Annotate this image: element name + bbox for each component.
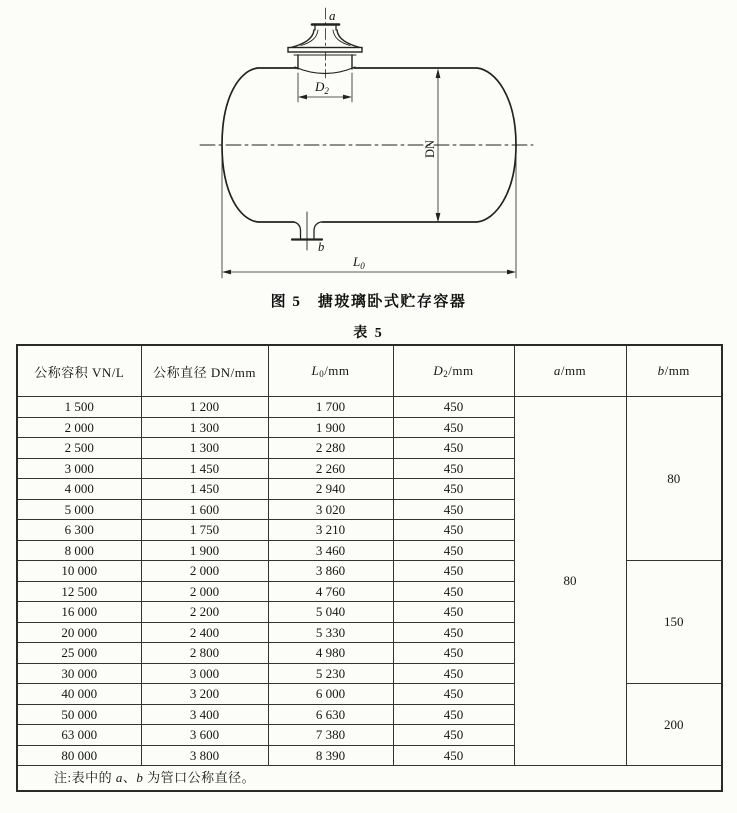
table-cell: 450	[393, 561, 514, 582]
table-cell: 3 460	[268, 540, 393, 561]
table-cell: 2 280	[268, 438, 393, 459]
manhole-flange	[288, 48, 362, 53]
table-cell: 1 450	[141, 458, 268, 479]
header-nominal-volume: 公称容积 VN/L	[17, 345, 141, 397]
table-cell: 2 400	[141, 622, 268, 643]
d2-arrow-left	[298, 95, 307, 100]
b-group-cell: 80	[626, 397, 722, 561]
table-cell: 3 000	[141, 663, 268, 684]
table-cell: 1 200	[141, 397, 268, 418]
table-cell: 1 500	[17, 397, 141, 418]
table-note: 注:表中的 a、b 为管口公称直径。	[17, 766, 722, 792]
dn-arrow-up	[436, 69, 441, 79]
table-cell: 3 210	[268, 520, 393, 541]
table-cell: 25 000	[17, 643, 141, 664]
table-cell: 450	[393, 602, 514, 623]
bottom-nozzle-profile	[294, 222, 321, 238]
table-cell: 40 000	[17, 684, 141, 705]
table-cell: 7 380	[268, 725, 393, 746]
table-cell: 3 800	[141, 745, 268, 766]
table-cell: 1 900	[141, 540, 268, 561]
table-cell: 1 450	[141, 479, 268, 500]
header-row	[17, 345, 722, 397]
table-cell: 450	[393, 438, 514, 459]
table-cell: 16 000	[17, 602, 141, 623]
d2-arrow-right	[343, 95, 352, 100]
table-cell: 450	[393, 397, 514, 418]
table-cell: 450	[393, 458, 514, 479]
table-cell: 5 000	[17, 499, 141, 520]
table-cell: 3 020	[268, 499, 393, 520]
header-nominal-diameter: 公称直径 DN/mm	[141, 345, 268, 397]
table-cell: 2 000	[141, 561, 268, 582]
dim-label-a: a	[329, 8, 336, 23]
table-cell: 6 300	[17, 520, 141, 541]
manhole-opening-arc	[295, 67, 355, 74]
table-body	[17, 397, 722, 766]
storage-vessel-figure	[0, 0, 737, 312]
table-cell: 3 400	[141, 704, 268, 725]
table-cell: 80 000	[17, 745, 141, 766]
table-cell: 450	[393, 643, 514, 664]
a-merged-cell: 80	[514, 397, 626, 766]
table-cell: 4 760	[268, 581, 393, 602]
dim-label-l0: $L_0$	[353, 254, 365, 271]
dim-label-d2: $D_2$	[315, 79, 329, 96]
b-group-cell: 200	[626, 684, 722, 766]
table-cell: 450	[393, 745, 514, 766]
table-cell: 2 800	[141, 643, 268, 664]
table-cell: 450	[393, 520, 514, 541]
table-cell: 3 860	[268, 561, 393, 582]
header-a: a/mm	[514, 345, 626, 397]
table-cell: 5 330	[268, 622, 393, 643]
table-cell: 10 000	[17, 561, 141, 582]
spec-table	[16, 344, 723, 792]
table-cell: 2 940	[268, 479, 393, 500]
table-cell: 450	[393, 499, 514, 520]
table-cell: 12 500	[17, 581, 141, 602]
table-cell: 2 000	[141, 581, 268, 602]
dim-label-dn: DN	[423, 139, 437, 158]
table-cell: 8 390	[268, 745, 393, 766]
table-cell: 450	[393, 540, 514, 561]
table-cell: 450	[393, 581, 514, 602]
table-cell: 6 630	[268, 704, 393, 725]
dn-arrow-down	[436, 213, 441, 223]
table-cell: 450	[393, 704, 514, 725]
header-d2: $D_2/mm$	[393, 345, 514, 397]
table-cell: 450	[393, 622, 514, 643]
table-cell: 2 260	[268, 458, 393, 479]
table-cell: 450	[393, 663, 514, 684]
l0-extension-lines	[222, 149, 516, 278]
table-cell: 2 500	[17, 438, 141, 459]
l0-arrow-left	[222, 270, 231, 275]
table-cell: 2 000	[17, 417, 141, 438]
table-cell: 5 040	[268, 602, 393, 623]
table-cell: 3 600	[141, 725, 268, 746]
table-cell: 450	[393, 479, 514, 500]
manhole-neck	[298, 55, 352, 69]
table-cell: 3 200	[141, 684, 268, 705]
table-cell: 1 700	[268, 397, 393, 418]
b-group-cell: 150	[626, 561, 722, 684]
table-cell: 20 000	[17, 622, 141, 643]
table-cell: 1 750	[141, 520, 268, 541]
table-title: 表 5	[353, 326, 384, 341]
table-cell: 50 000	[17, 704, 141, 725]
table-cell: 5 230	[268, 663, 393, 684]
table-cell: 8 000	[17, 540, 141, 561]
table-cell: 2 200	[141, 602, 268, 623]
table-row	[17, 397, 722, 418]
table-cell: 1 900	[268, 417, 393, 438]
table-cell: 450	[393, 725, 514, 746]
table-cell: 1 300	[141, 438, 268, 459]
note-row	[17, 766, 722, 792]
table-cell: 1 600	[141, 499, 268, 520]
header-b: b/mm	[626, 345, 722, 397]
table-cell: 30 000	[17, 663, 141, 684]
l0-arrow-right	[507, 270, 516, 275]
table-cell: 63 000	[17, 725, 141, 746]
table-cell: 450	[393, 417, 514, 438]
header-l0: $L_0/mm$	[268, 345, 393, 397]
table-cell: 3 000	[17, 458, 141, 479]
dim-label-b: b	[318, 240, 325, 254]
table-cell: 1 300	[141, 417, 268, 438]
table-cell: 6 000	[268, 684, 393, 705]
table-cell: 4 000	[17, 479, 141, 500]
table-cell: 450	[393, 684, 514, 705]
figure-caption: 图 5 搪玻璃卧式贮存容器	[270, 294, 467, 310]
table-cell: 4 980	[268, 643, 393, 664]
